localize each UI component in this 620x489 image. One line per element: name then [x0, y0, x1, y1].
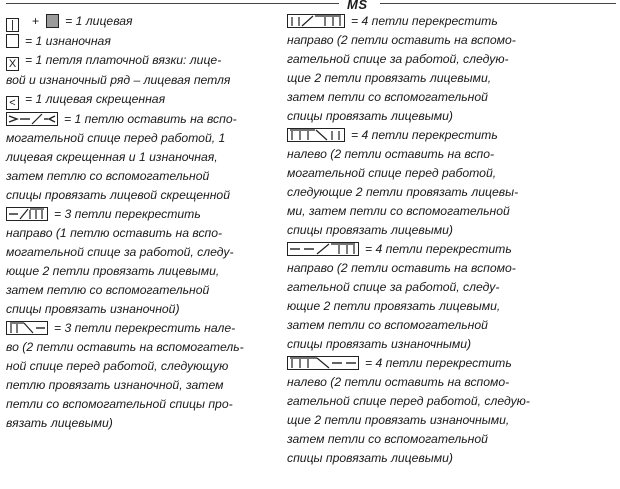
legend-text: = 4 петли перекрестить	[351, 128, 498, 142]
legend-left-column	[6, 12, 274, 433]
legend-text: гательной спице за работой, следую-	[287, 52, 509, 66]
legend-text: = 3 петли перекрестить	[54, 207, 201, 221]
plus-sign: +	[32, 14, 40, 28]
legend-entry-twisted	[6, 90, 274, 110]
legend-text: = 4 петли перекрестить	[365, 356, 512, 370]
legend-text: = 4 петли перекрестить	[365, 242, 512, 256]
legend-text: вой и изнаночный ряд – лицевая петля	[6, 73, 231, 87]
left-cross-4-knit-icon	[287, 128, 345, 142]
legend-text: = 3 петли перекрестить нале-	[54, 321, 236, 335]
garter-stitch-icon: X	[6, 57, 19, 71]
legend-text: = 1 изнаночная	[25, 34, 111, 48]
header-rule-right	[380, 3, 616, 4]
knit-stitch-icon: |	[6, 18, 19, 32]
legend-entry-cross-4-left-knit	[287, 126, 617, 240]
legend-text: могательной спице перед работой, 1	[6, 131, 226, 145]
right-cross-4-knit-icon	[287, 14, 345, 28]
legend-text: = 4 петли перекрестить	[351, 14, 498, 28]
legend-text: спицы провязать лицевой скрещенной	[6, 188, 230, 202]
legend-text: затем петли со вспомогательной	[287, 318, 488, 332]
legend-text: = 1 лицевая скрещенная	[25, 92, 166, 106]
legend-entry-cross-4-right-purl	[287, 240, 617, 354]
legend-text: затем петлю со вспомогательной	[6, 169, 210, 183]
legend-right-column	[287, 12, 617, 468]
legend-text: направо (2 петли оставить на вспомо-	[287, 33, 516, 47]
legend-text: лицевая скрещенная и 1 изнаночная,	[6, 150, 218, 164]
legend-text: спицы провязать лицевыми)	[287, 109, 453, 123]
legend-entry-purl	[6, 32, 274, 51]
header-rule-left	[6, 3, 339, 4]
legend-entry-cross-4-right-knit	[287, 12, 617, 126]
legend-text: ющие 2 петли провязать лицевыми,	[6, 264, 220, 278]
legend-text: во (2 петли оставить на вспомогатель-	[6, 340, 244, 354]
legend-text: спицы провязать изнаночной)	[6, 302, 180, 316]
legend-text: вязать лицевыми)	[6, 416, 113, 430]
legend-text: гательной спице перед работой, следую-	[287, 394, 530, 408]
legend-text: спицы провязать лицевыми)	[287, 451, 453, 465]
legend-text: ной спице перед работой, следующую	[6, 359, 229, 373]
left-cross-3-icon	[6, 321, 48, 335]
legend-text: ми, затем петли со вспомогательной	[287, 204, 510, 218]
legend-entry-knit	[6, 12, 274, 32]
purl-stitch-icon	[6, 34, 19, 48]
legend-entry-garter	[6, 51, 274, 90]
legend-text: налево (2 петли оставить на вспо-	[287, 147, 495, 161]
legend-text: следующие 2 петли провязать лицевы-	[287, 185, 519, 199]
twisted-cross-3-icon	[6, 112, 58, 126]
legend-entry-cross-3-left-twisted	[6, 110, 274, 205]
legend-entry-cross-3-right	[6, 205, 274, 319]
legend-text: затем петли со вспомогательной	[287, 90, 488, 104]
legend-text: затем петлю со вспомогательной	[6, 283, 210, 297]
left-cross-4-purl-icon	[287, 356, 359, 370]
gray-knit-stitch-icon	[46, 14, 59, 28]
legend-text: = 1 лицевая	[65, 14, 133, 28]
legend-text: могательной спице за работой, следу-	[6, 245, 234, 259]
legend-text: могательной спице перед работой,	[287, 166, 497, 180]
twisted-knit-icon: <	[6, 96, 19, 110]
legend-title: MS	[347, 0, 368, 12]
legend-text: петлю провязать изнаночной, затем	[6, 378, 224, 392]
legend-text: спицы провязать изнаночными)	[287, 337, 472, 351]
legend-text: гательной спице за работой, следу-	[287, 280, 500, 294]
legend-text: затем петли со вспомогательной	[287, 432, 488, 446]
legend-text: налево (2 петли оставить на вспомо-	[287, 375, 510, 389]
legend-text: петли со вспомогательной спицы про-	[6, 397, 233, 411]
legend-text: ющие 2 петли провязать лицевыми,	[287, 299, 501, 313]
right-cross-3-icon	[6, 207, 48, 221]
legend-entry-cross-3-left	[6, 319, 274, 433]
right-cross-4-purl-icon	[287, 242, 359, 256]
legend-text: щие 2 петли провязать изнаночными,	[287, 413, 510, 427]
legend-text: направо (2 петли оставить на вспомо-	[287, 261, 516, 275]
legend-text: = 1 петлю оставить на вспо-	[64, 112, 237, 126]
legend-text: щие 2 петли провязать лицевыми,	[287, 71, 492, 85]
legend-text: = 1 петля платочной вязки: лице-	[25, 53, 222, 67]
legend-entry-cross-4-left-purl	[287, 354, 617, 468]
legend-text: спицы провязать лицевыми)	[287, 223, 453, 237]
legend-text: направо (1 петлю оставить на вспо-	[6, 226, 223, 240]
